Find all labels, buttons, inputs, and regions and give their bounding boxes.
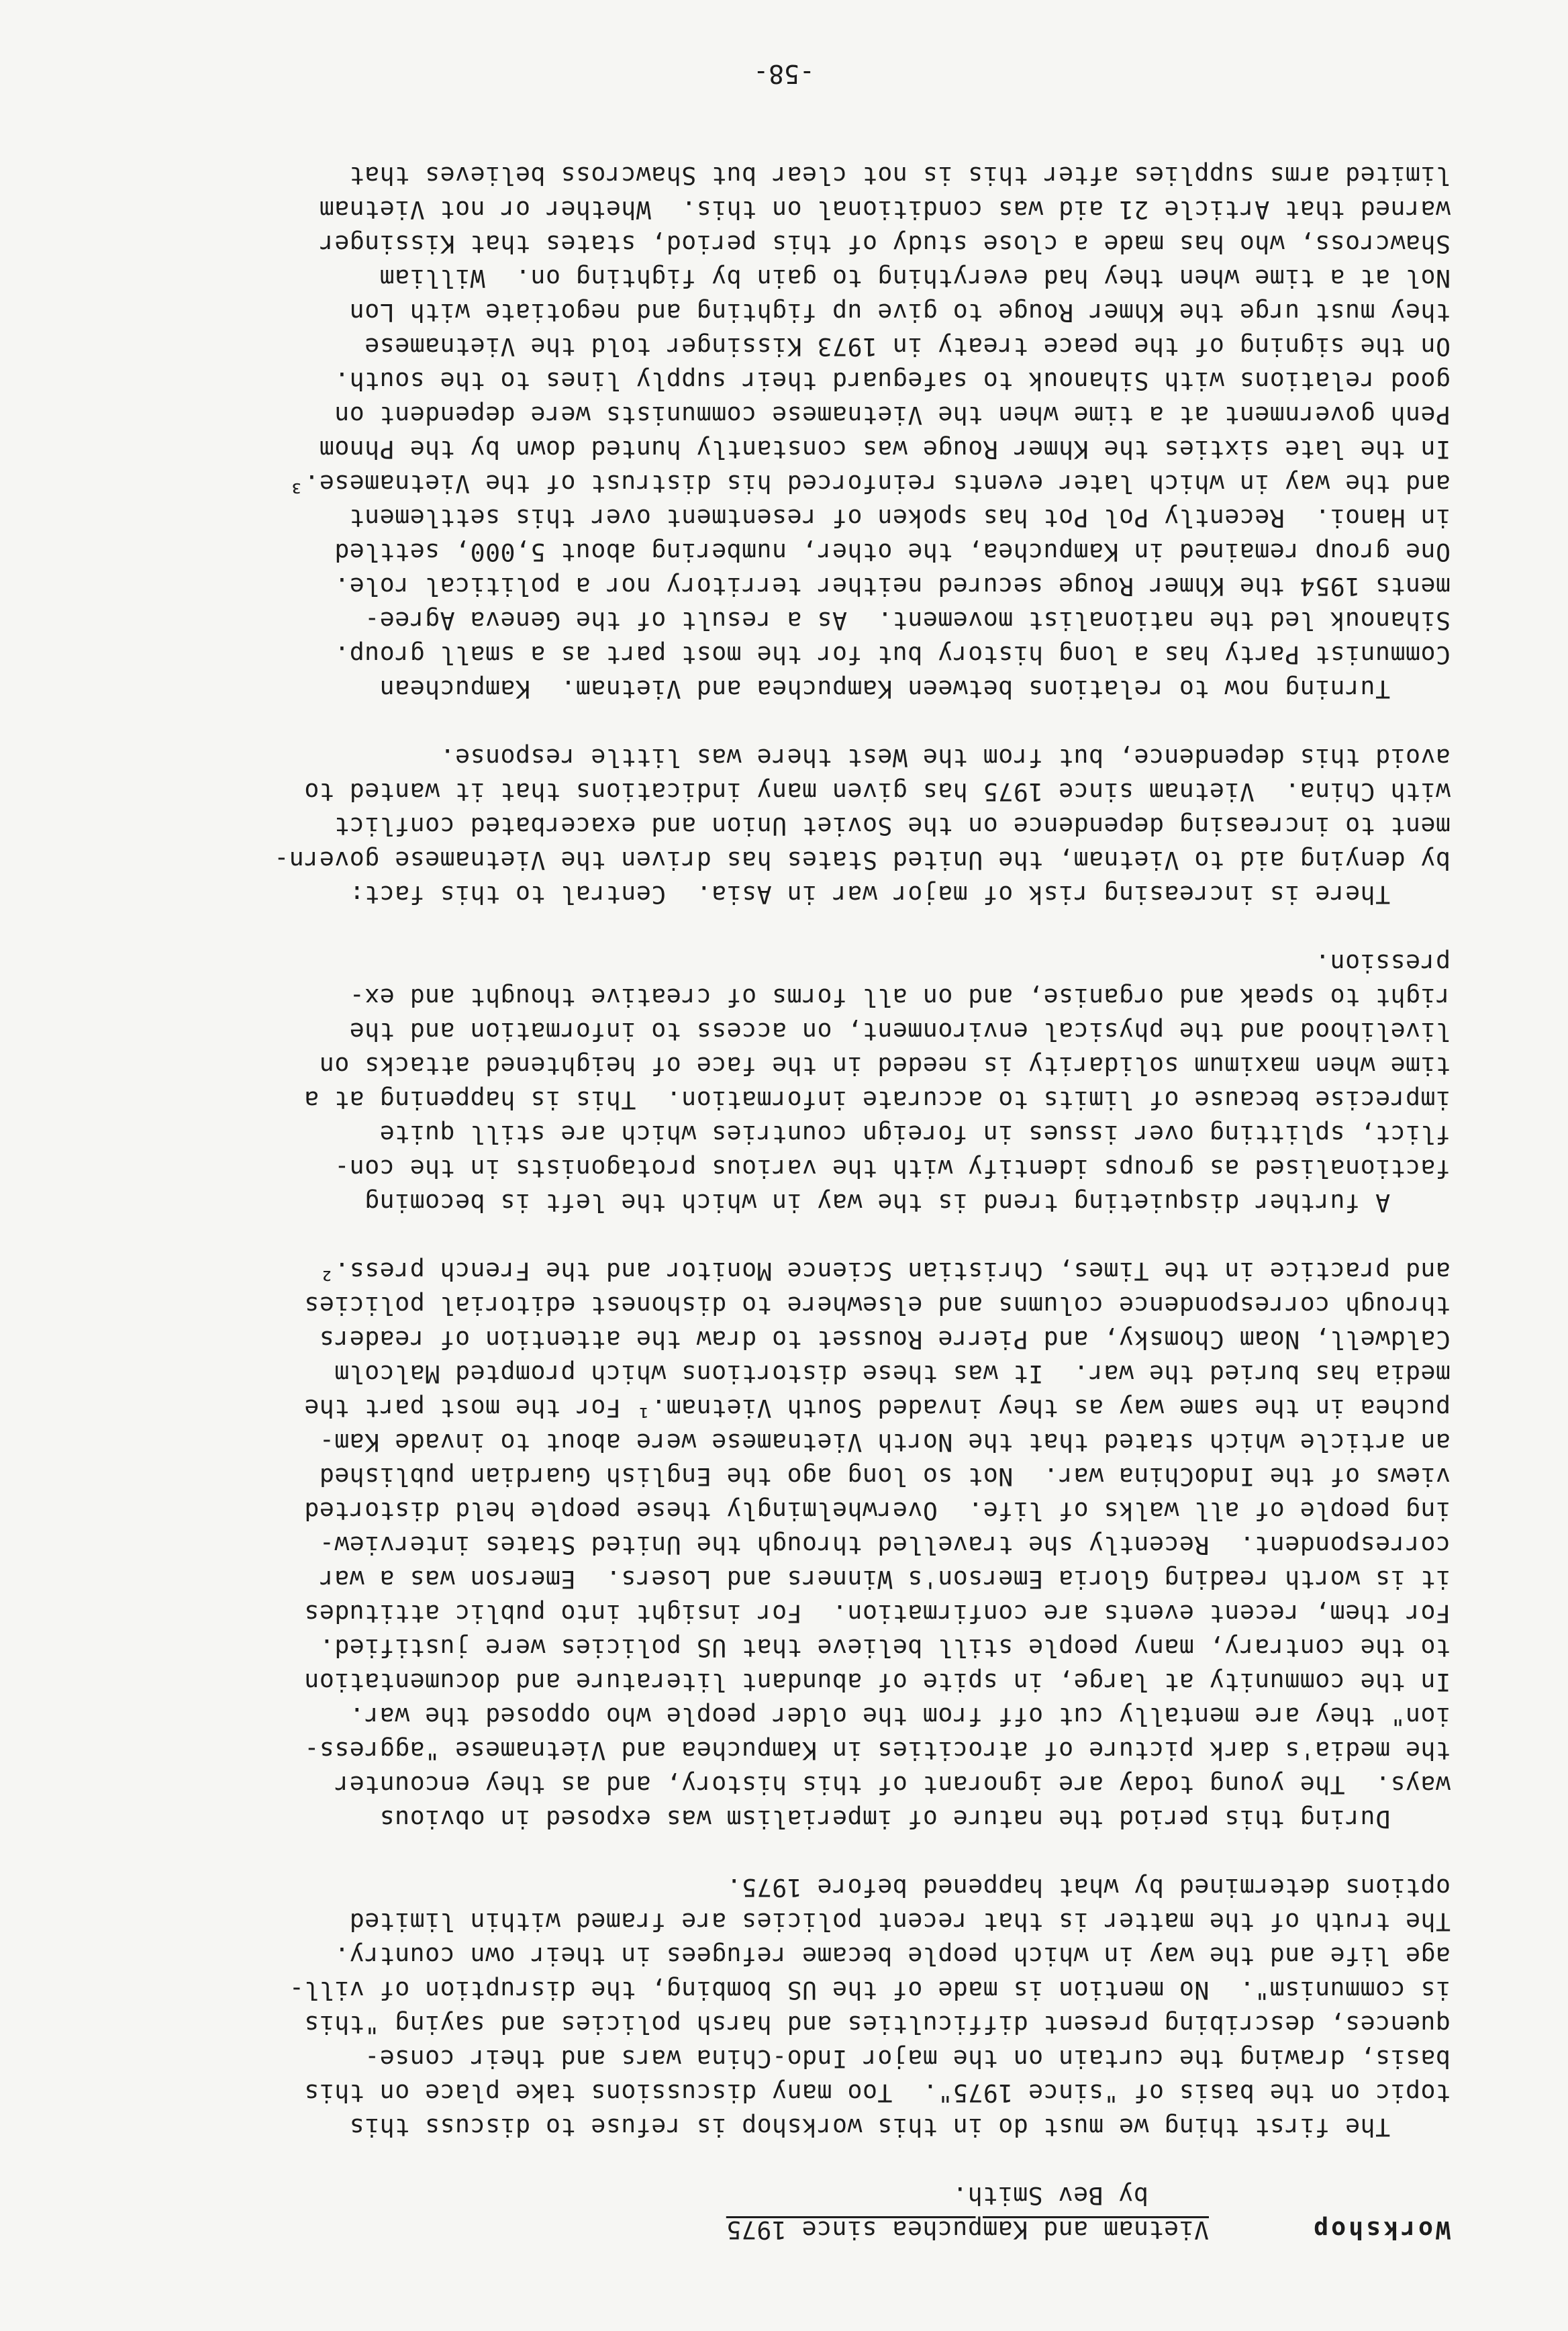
text-line: Nol at a time when they had everything to gain by fighting on. William bbox=[379, 264, 1451, 293]
text-line: ing people of all walks of life. Overwhelmingly these people held distorted bbox=[303, 1496, 1451, 1525]
text-line: to the contrary, many people still believe that US policies were justified. bbox=[319, 1633, 1451, 1662]
text-line: an article which stated that the North Vietnamese were about to invade Kam- bbox=[319, 1428, 1451, 1457]
text-line: and the way in which later events reinforced his distrust of the Vietnamese.³ bbox=[289, 469, 1451, 498]
text-line: basis, drawing the curtain on the major Indo-China wars and their conse- bbox=[364, 2044, 1451, 2073]
text-line: the media's dark picture of atrocities in Kampuchea and Vietnamese "aggress- bbox=[303, 1736, 1451, 1765]
text-line: age life and the way in which people became refugees in their own country. bbox=[334, 1942, 1451, 1970]
text-line: Sihanouk led the nationalist movement. As a result of the Geneva Agree- bbox=[364, 606, 1451, 635]
text-line: ways. The young today are ignorant of this history, and as they encounter bbox=[334, 1770, 1451, 1799]
text-line: puchea in the same way as they invaded South Vietnam.¹ For the most part the bbox=[303, 1394, 1451, 1423]
text-line: The first thing we must do in this workshop is refuse to discuss this bbox=[349, 2113, 1451, 2142]
text-line: factionalised as groups identify with the various protagonists in the con- bbox=[334, 1154, 1451, 1183]
text-line: is communism". No mention is made of the US bombing, the disruption of vill- bbox=[289, 1976, 1451, 2005]
document-body bbox=[121, 124, 1451, 2247]
text-line: Turning now to relations between Kampuchea and Vietnam. Kampuchean bbox=[379, 675, 1451, 704]
paragraph bbox=[121, 158, 1451, 706]
text-line: In the late sixties the Khmer Rouge was constantly hunted down by the Phnom bbox=[319, 435, 1451, 464]
text-line: Penh government at a time when the Vietnamese communists were dependent on bbox=[334, 401, 1451, 430]
text-line: it is worth reading Gloria Emerson's Winners and Losers. Emerson was a war bbox=[319, 1565, 1451, 1594]
text-line: through correspondence columns and elsewhere to dishonest editorial policies bbox=[303, 1291, 1451, 1320]
text-line: correspondent. Recently she travelled through the United States interview- bbox=[319, 1531, 1451, 1560]
text-line: limited arms supplies after this is not clear but Shawcross believes that bbox=[349, 161, 1451, 190]
text-line: views of the IndoChina war. Not so long ago the English Guardian published bbox=[319, 1462, 1451, 1491]
text-line: good relations with Sihanouk to safeguard their supply lines to the south. bbox=[334, 367, 1451, 395]
paragraph bbox=[121, 946, 1451, 1220]
text-line: During this period the nature of imperialism was exposed in obvious bbox=[379, 1805, 1451, 1834]
text-line: options determined by what happened before 1975. bbox=[726, 1873, 1451, 1902]
heading-label: Workshop bbox=[1311, 2216, 1451, 2244]
text-line: A further disquieting trend is the way in which the left is becoming bbox=[364, 1188, 1451, 1217]
page-number: -58- bbox=[753, 59, 815, 89]
paragraph bbox=[121, 741, 1451, 912]
text-line: imprecise because of limits to accurate information. This is happening at a bbox=[303, 1086, 1451, 1114]
text-line: topic on the basis of "since 1975". Too many discussions take place on this bbox=[303, 2079, 1451, 2107]
text-line: quences, describing present difficulties and harsh policies and saying "this bbox=[303, 2010, 1451, 2039]
text-line: flict, splitting over issues in foreign countries which are still quite bbox=[379, 1120, 1451, 1149]
text-line: Communist Party has a long history but for the most part as a small group. bbox=[334, 640, 1451, 669]
text-line: ment to increasing dependence on the Soviet Union and exacerbated conflict bbox=[334, 812, 1451, 841]
text-line: The truth of the matter is that recent policies are framed within limited bbox=[349, 1907, 1451, 1936]
text-line: by denying aid to Vietnam, the United States has driven the Vietnamese govern- bbox=[273, 846, 1451, 875]
text-line: Shawcross, who has made a close study of this period, states that Kissinger bbox=[319, 230, 1451, 258]
text-line: pression. bbox=[1314, 949, 1451, 978]
paragraph bbox=[121, 1870, 1451, 2144]
paragraph bbox=[121, 1254, 1451, 1836]
text-line: There is increasing risk of major war in Asia. Central to this fact: bbox=[349, 880, 1451, 909]
text-line: time when maximum solidarity is needed in the face of heightened attacks on bbox=[319, 1051, 1451, 1080]
author-byline: by Bev Smith. bbox=[952, 2181, 1148, 2210]
text-line: right to speak and organise, and on all forms of creative thought and ex- bbox=[349, 983, 1451, 1012]
text-line: they must urge the Khmer Rouge to give up fighting and negotiate with Lon bbox=[349, 298, 1451, 327]
paragraph-list bbox=[121, 158, 1451, 2144]
text-line: and practice in the Times, Christian Science Monitor and the French press.² bbox=[319, 1257, 1451, 1286]
text-line: livelihood and the physical environment, on access to information and the bbox=[349, 1017, 1451, 1046]
text-line: in Hanoi. Recently Pol Pot has spoken of resentment over this settlement bbox=[349, 504, 1451, 532]
text-line: One group remained in Kampuchea, the other, numbering about 5,000, settled bbox=[334, 538, 1451, 567]
document-title: Vietnam and Kampuchea since 1975 bbox=[726, 2216, 1209, 2244]
text-line: For them, recent events are confirmation. For insight into public attitudes bbox=[303, 1599, 1451, 1628]
text-line: warned that Article 21 aid was conditional on this. Whether or not Vietnam bbox=[319, 195, 1451, 224]
text-line: ments 1954 the Khmer Rouge secured neither territory nor a political role. bbox=[334, 572, 1451, 601]
text-line: In the community at large, in spite of abundant literature and documentation bbox=[303, 1668, 1451, 1697]
document-heading bbox=[121, 2213, 1451, 2247]
text-line: media has buried the war. It was these distortions which prompted Malcolm bbox=[334, 1360, 1451, 1388]
text-line: Caldwell, Noam Chomsky, and Pierre Rousset to draw the attention of readers bbox=[319, 1325, 1451, 1354]
text-line: ion" they are mentally cut off from the older people who opposed the war. bbox=[349, 1702, 1451, 1731]
text-line: On the signing of the peace treaty in 1973 Kissinger told the Vietnamese bbox=[364, 332, 1451, 361]
text-line: with China. Vietnam since 1975 has given many indications that it wanted to bbox=[303, 777, 1451, 806]
text-line: avoid this dependence, but from the West there was little response. bbox=[440, 743, 1451, 772]
